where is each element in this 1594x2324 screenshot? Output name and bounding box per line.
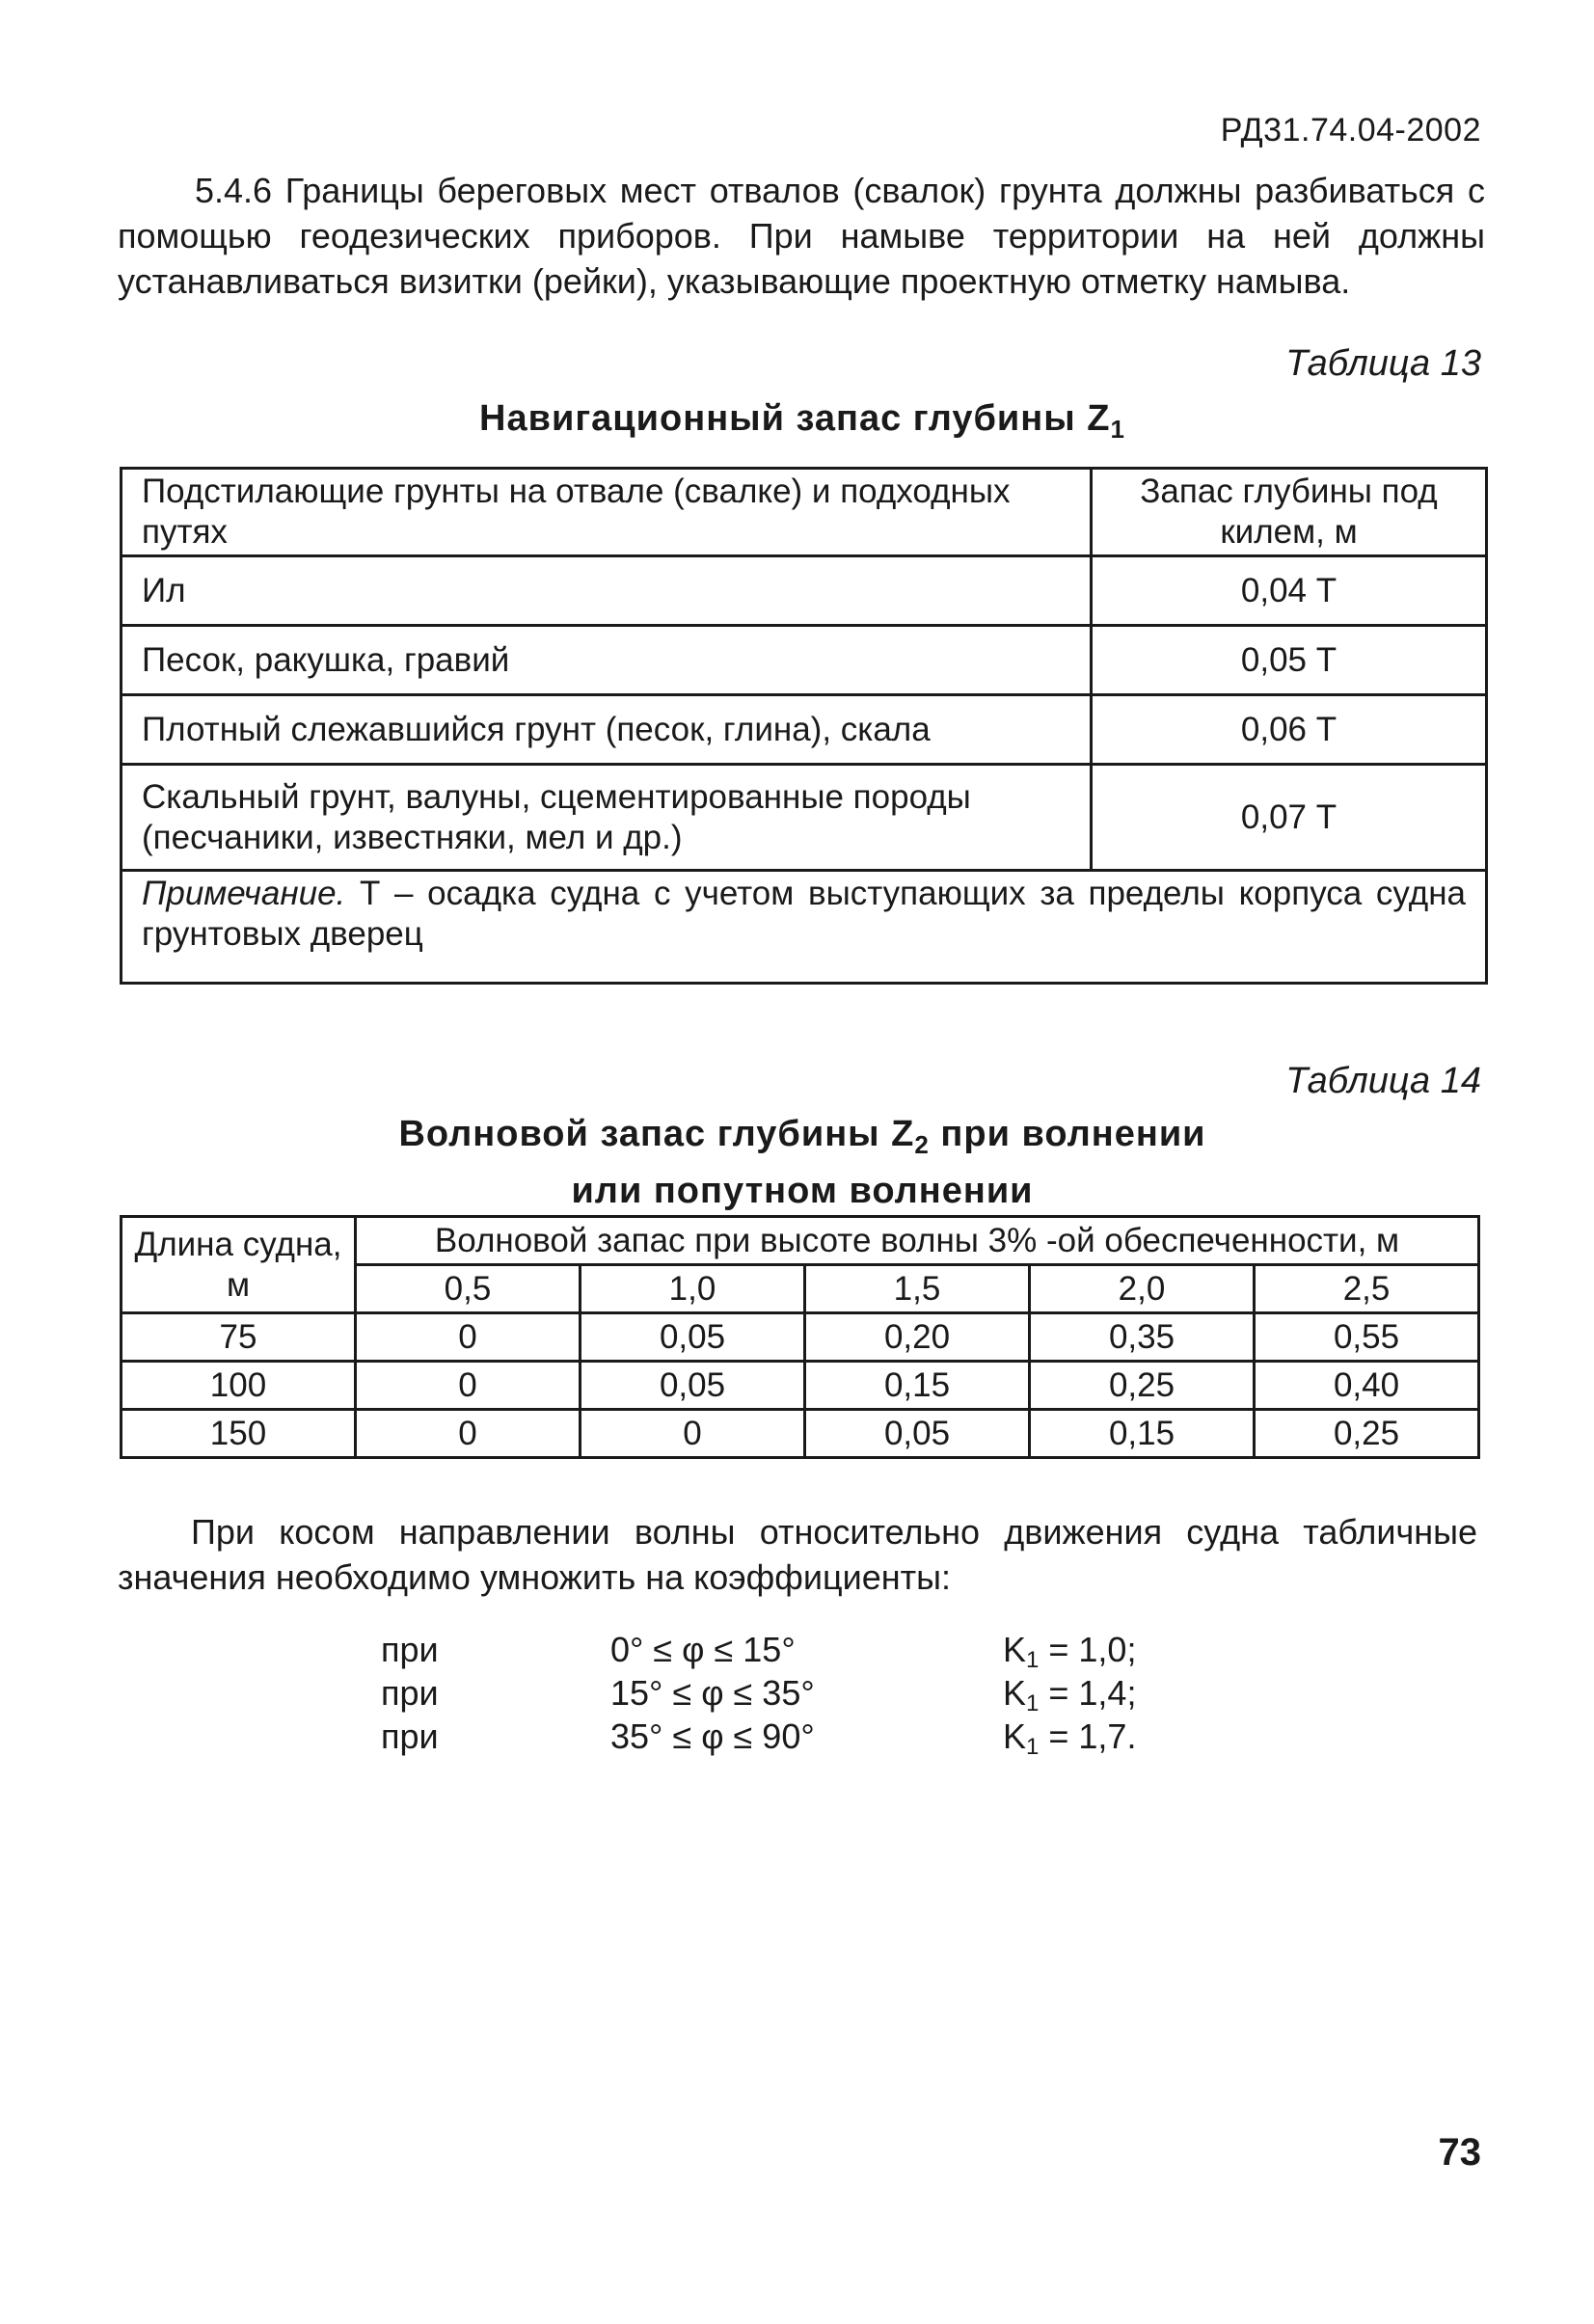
table-13-title: Навигационный запас глубины $Z_1$: [479, 398, 1125, 444]
table-13-header-soil: Подстилающие грунты на отвале (свалке) и подходных путях: [122, 469, 1092, 556]
table-13: [120, 467, 1488, 985]
table-row: [122, 695, 1487, 765]
table-14-title: Волновой запас глубины $Z_2$ при волнении или попутном волнении: [398, 1114, 1206, 1211]
value-cell: 0: [356, 1313, 581, 1362]
table-row: [122, 765, 1487, 871]
table-row: [122, 1410, 1479, 1458]
wave-height-cell: 2,0: [1030, 1265, 1255, 1313]
table-row: [122, 1313, 1479, 1362]
soil-cell: Плотный слежавшийся грунт (песок, глина), скала: [122, 695, 1092, 765]
table-row: [122, 1362, 1479, 1410]
value-cell: 0,25: [1255, 1410, 1479, 1458]
reserve-cell: 0,07 Т: [1092, 765, 1487, 871]
wave-height-cell: 0,5: [356, 1265, 581, 1313]
value-cell: 0,15: [805, 1362, 1030, 1410]
table-13-header-reserve: Запас глубины под килем, м: [1092, 469, 1487, 556]
length-cell: 150: [122, 1410, 356, 1458]
coef-word: при: [381, 1630, 439, 1669]
intro-paragraph: 5.4.6 Границы береговых мест отвалов (свалок) грунта должны разбиваться с помощью геодезических приборов. При намыве территории на ней должны устанавливаться визитки (рейки), указывающие проектную отметку намыва.: [118, 171, 1485, 301]
document-code: РД31.74.04-2002: [1220, 112, 1481, 149]
value-cell: 0,20: [805, 1313, 1030, 1362]
table-14-length-header: Длина судна, м: [122, 1217, 356, 1313]
value-cell: 0,40: [1255, 1362, 1479, 1410]
table-row: [122, 626, 1487, 695]
value-cell: 0: [581, 1410, 805, 1458]
table-14-number: Таблица 14: [1285, 1061, 1481, 1101]
coef-value: $K_1 = 1,0$;: [1003, 1630, 1137, 1673]
page-number: 73: [1438, 2131, 1481, 2174]
wave-height-cell: 2,5: [1255, 1265, 1479, 1313]
table-14-header-row: [122, 1217, 1479, 1265]
length-cell: 75: [122, 1313, 356, 1362]
wave-height-cell: 1,0: [581, 1265, 805, 1313]
coefficient-paragraph: При косом направлении волны относительно движения судна табличные значения необходимо умножить на коэффициенты:: [118, 1512, 1477, 1597]
table-13-number: Таблица 13: [1285, 343, 1481, 384]
table-14-wave-header: Волновой запас при высоте волны 3% -ой обеспеченности, м: [356, 1217, 1479, 1265]
reserve-cell: 0,05 Т: [1092, 626, 1487, 695]
value-cell: 0,05: [581, 1313, 805, 1362]
value-cell: 0,15: [1030, 1410, 1255, 1458]
reserve-cell: 0,06 Т: [1092, 695, 1487, 765]
value-cell: 0,05: [805, 1410, 1030, 1458]
coef-word: при: [381, 1716, 439, 1756]
soil-cell: Скальный грунт, валуны, сцементированные породы (песчаники, известняки, мел и др.): [122, 765, 1092, 871]
coef-range: 0° ≤ φ ≤ 15°: [610, 1630, 796, 1669]
coef-value: $K_1 = 1,7$.: [1003, 1716, 1137, 1760]
table-13-header-row: [122, 469, 1487, 556]
value-cell: 0,55: [1255, 1313, 1479, 1362]
table-13-note-row: [122, 871, 1487, 984]
coef-word: при: [381, 1673, 439, 1713]
value-cell: 0,25: [1030, 1362, 1255, 1410]
coef-range: 15° ≤ φ ≤ 35°: [610, 1673, 815, 1713]
wave-height-cell: 1,5: [805, 1265, 1030, 1313]
soil-cell: Песок, ракушка, гравий: [122, 626, 1092, 695]
table-14: [120, 1215, 1480, 1459]
value-cell: 0,35: [1030, 1313, 1255, 1362]
length-cell: 100: [122, 1362, 356, 1410]
coef-range: 35° ≤ φ ≤ 90°: [610, 1716, 815, 1756]
table-13-note: [122, 871, 1487, 984]
coef-value: $K_1 = 1,4$;: [1003, 1673, 1137, 1716]
value-cell: 0: [356, 1362, 581, 1410]
value-cell: 0: [356, 1410, 581, 1458]
soil-cell: Ил: [122, 556, 1092, 626]
table-row: [122, 556, 1487, 626]
reserve-cell: 0,04 Т: [1092, 556, 1487, 626]
note-label: Примечание.: [142, 875, 346, 912]
value-cell: 0,05: [581, 1362, 805, 1410]
note-text: Т – осадка судна с учетом выступающих за пределы корпуса судна грунтовых дверец: [142, 875, 1466, 953]
